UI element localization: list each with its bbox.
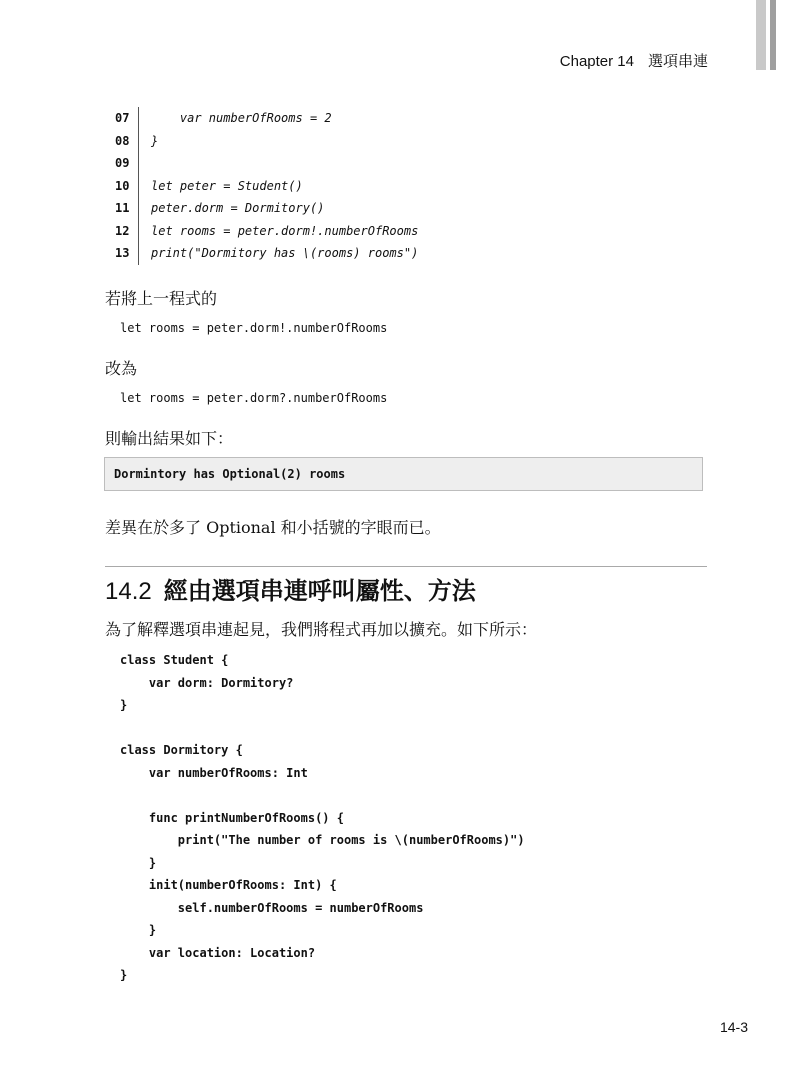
code-block-line: } xyxy=(120,968,128,982)
line-code: var numberOfRooms = 2 xyxy=(151,111,332,125)
line-number: 07 xyxy=(105,107,139,130)
line-code: let peter = Student() xyxy=(151,178,303,193)
line-code xyxy=(139,152,151,175)
paragraph-intro: 若將上一程式的 xyxy=(105,289,218,308)
section-heading xyxy=(105,566,707,606)
code-line xyxy=(105,130,418,153)
line-number: 08 xyxy=(105,130,139,153)
code-line xyxy=(105,197,418,220)
line-number: 13 xyxy=(105,242,139,265)
line-code: } xyxy=(151,133,159,148)
section-number: 14.2 xyxy=(105,578,152,605)
code-block-line: var dorm: Dormitory? xyxy=(120,675,294,690)
paragraph-output-intro: 則輸出結果如下： xyxy=(105,429,234,448)
code-snippet-forced-unwrap: let rooms = peter.dorm!.numberOfRooms xyxy=(120,321,388,335)
code-block-line: class Dormitory { xyxy=(120,743,243,757)
paragraph-section-intro: 為了解釋選項串連起見，我們將程式再加以擴充。如下所示： xyxy=(105,620,538,639)
code-block-line: class Student { xyxy=(120,653,229,667)
chapter-title: 選項串連 xyxy=(647,53,708,70)
numbered-code-listing xyxy=(105,107,418,265)
line-number: 10 xyxy=(105,175,139,198)
code-block-line: func printNumberOfRooms() { xyxy=(120,810,344,825)
edge-bar-dark xyxy=(770,0,776,70)
code-block-line xyxy=(120,784,525,807)
line-number: 12 xyxy=(105,220,139,243)
paragraph-difference: 差異在於多了 Optional 和小括號的字眼而已。 xyxy=(105,518,441,537)
code-block-line: print("The number of rooms is \(numberOfRooms)") xyxy=(120,833,525,847)
code-block-line: var location: Location? xyxy=(120,945,316,960)
code-snippet-optional-chaining: let rooms = peter.dorm?.numberOfRooms xyxy=(120,391,388,405)
code-line xyxy=(105,242,418,265)
chapter-label: Chapter 14 xyxy=(559,53,634,70)
running-header xyxy=(560,50,708,71)
code-block-line: } xyxy=(120,698,128,712)
output-box xyxy=(104,457,703,491)
section-title: 經由選項串連呼叫屬性、方法 xyxy=(163,577,476,605)
code-block-line: var numberOfRooms: Int xyxy=(120,765,308,780)
code-line xyxy=(105,152,418,175)
output-text: Dormintory has Optional(2) rooms xyxy=(114,467,346,481)
line-number: 11 xyxy=(105,197,139,220)
code-block-line: } xyxy=(120,923,157,937)
page-number: 14-3 xyxy=(719,1019,748,1035)
line-number: 09 xyxy=(105,152,139,175)
code-line xyxy=(105,175,418,198)
line-code: let rooms = peter.dorm!.numberOfRooms xyxy=(151,223,419,238)
code-line xyxy=(105,220,418,243)
edge-bar-light xyxy=(756,0,766,70)
code-block-line: } xyxy=(120,855,157,870)
code-block-line: init(numberOfRooms: Int) { xyxy=(120,878,337,892)
code-block-line xyxy=(120,717,525,740)
code-block-line: self.numberOfRooms = numberOfRooms xyxy=(120,900,424,915)
code-block xyxy=(120,649,525,987)
code-line xyxy=(105,107,418,130)
line-code: peter.dorm = Dormitory() xyxy=(151,201,325,215)
paragraph-change-to: 改為 xyxy=(105,359,138,378)
line-code: print("Dormitory has \(rooms) rooms") xyxy=(151,246,419,260)
